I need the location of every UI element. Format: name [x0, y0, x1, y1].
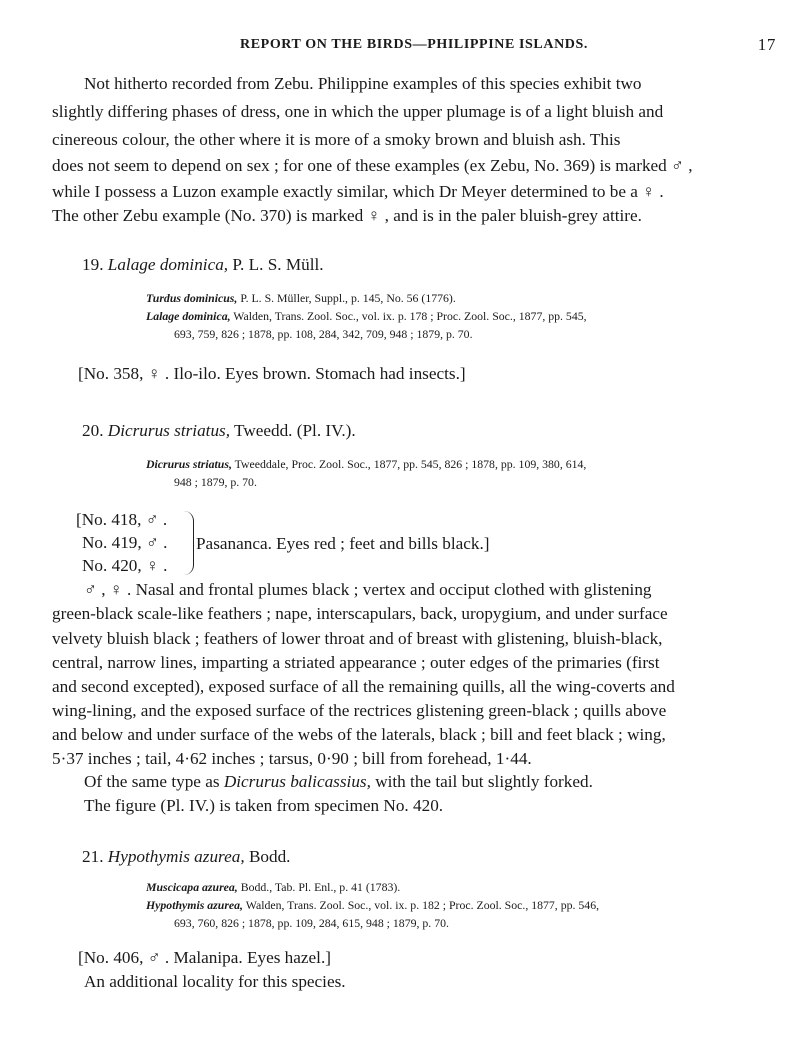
species-author: Tweedd. (Pl. IV.). — [234, 421, 356, 440]
intro-line: does not seem to depend on sex ; for one of these examples (ex Zebu, No. 369) is marked ♂ , — [52, 156, 693, 175]
reference-line — [146, 311, 587, 323]
reference-line — [146, 459, 586, 471]
description-line: velvety bluish black ; feathers of lower throat and of breast with glistening, bluish-black, — [52, 629, 663, 648]
species-author: P. L. S. Müll. — [232, 255, 324, 274]
description-line: and below and under surface of the webs of the laterals, black ; bill and feet black ; wing, — [52, 725, 666, 744]
reference-line — [146, 882, 400, 894]
ref-text: Bodd., Tab. Pl. Enl., p. 41 (1783). — [240, 880, 401, 894]
reference-line — [146, 900, 599, 912]
specimen-record: [No. 406, ♂ . Malanipa. Eyes hazel.] — [78, 948, 331, 967]
description-line: central, narrow lines, imparting a striated appearance ; outer edges of the primaries (first — [52, 653, 660, 672]
reference-continuation: 693, 759, 826 ; 1878, pp. 108, 284, 342, 709, 948 ; 1879, p. 70. — [174, 327, 473, 341]
species-note: An additional locality for this species. — [84, 972, 346, 991]
type-species-name: Dicrurus balicassius, — [223, 772, 371, 791]
species-heading-20 — [82, 422, 356, 439]
specimen-brace — [183, 511, 194, 575]
description-line: green-black scale-like feathers ; nape, interscapulars, back, uropygium, and under surface — [52, 604, 668, 623]
type-comparison — [84, 773, 593, 790]
description-line: 5·37 inches ; tail, 4·62 inches ; tarsus, 0·90 ; bill from forehead, 1·44. — [52, 749, 532, 768]
intro-line: The other Zebu example (No. 370) is marked ♀ , and is in the paler bluish-grey attire. — [52, 206, 642, 225]
figure-note: The figure (Pl. IV.) is taken from specimen No. 420. — [84, 796, 444, 815]
ref-text: Walden, Trans. Zool. Soc., vol. ix. p. 182 ; Proc. Zool. Soc., 1877, pp. 546, — [245, 898, 600, 912]
ref-name: Hypothymis azurea, — [146, 898, 244, 912]
description-line: wing-lining, and the exposed surface of the rectrices glistening green-black ; quills above — [52, 701, 667, 720]
type-text: with the tail but slightly forked. — [375, 772, 593, 791]
specimen-record: No. 420, ♀ . — [82, 556, 168, 575]
reference-line — [146, 293, 456, 305]
species-number: 21. — [82, 847, 104, 866]
intro-line: Not hitherto recorded from Zebu. Philippine examples of this species exhibit two — [84, 74, 642, 93]
specimen-record: [No. 418, ♂ . — [76, 510, 168, 529]
specimen-locality: Pasananca. Eyes red ; feet and bills black.] — [196, 534, 490, 553]
species-heading-19 — [82, 256, 324, 273]
description-line: and second excepted), exposed surface of all the remaining quills, all the wing-coverts and — [52, 677, 675, 696]
species-number: 20. — [82, 421, 104, 440]
page-number: 17 — [757, 35, 776, 54]
intro-line: slightly differing phases of dress, one in which the upper plumage is of a light bluish and — [52, 102, 664, 121]
specimen-record: No. 419, ♂ . — [82, 533, 168, 552]
species-heading-21 — [82, 848, 290, 865]
ref-name: Lalage dominica, — [146, 309, 231, 323]
reference-continuation: 948 ; 1879, p. 70. — [174, 475, 257, 489]
species-name: Lalage dominica, — [107, 255, 229, 274]
ref-name: Dicrurus striatus, — [146, 457, 232, 471]
ref-name: Muscicapa azurea, — [146, 880, 238, 894]
ref-text: Walden, Trans. Zool. Soc., vol. ix. p. 178 ; Proc. Zool. Soc., 1877, pp. 545, — [233, 309, 587, 323]
ref-name: Turdus dominicus, — [146, 291, 238, 305]
header-title: REPORT ON THE BIRDS—PHILIPPINE ISLANDS. — [240, 37, 588, 52]
intro-line: cinereous colour, the other where it is more of a smoky brown and bluish ash. This — [52, 130, 621, 149]
ref-text: P. L. S. Müller, Suppl., p. 145, No. 56 (1776). — [240, 291, 456, 305]
species-name: Dicrurus striatus, — [107, 421, 231, 440]
specimen-record: [No. 358, ♀ . Ilo-ilo. Eyes brown. Stomach had insects.] — [78, 364, 466, 383]
reference-continuation: 693, 760, 826 ; 1878, pp. 109, 284, 615, 948 ; 1879, p. 70. — [174, 916, 449, 930]
type-text: Of the same type as — [84, 772, 220, 791]
running-header — [52, 37, 776, 59]
species-author: Bodd. — [248, 847, 291, 866]
description-line: ♂ , ♀ . Nasal and frontal plumes black ; vertex and occiput clothed with glistening — [84, 580, 652, 599]
intro-line: while I possess a Luzon example exactly similar, which Dr Meyer determined to be a ♀ . — [52, 182, 664, 201]
ref-text: Tweeddale, Proc. Zool. Soc., 1877, pp. 545, 826 ; 1878, pp. 109, 380, 614, — [234, 457, 587, 471]
species-number: 19. — [82, 255, 104, 274]
species-name: Hypothymis azurea, — [107, 847, 245, 866]
